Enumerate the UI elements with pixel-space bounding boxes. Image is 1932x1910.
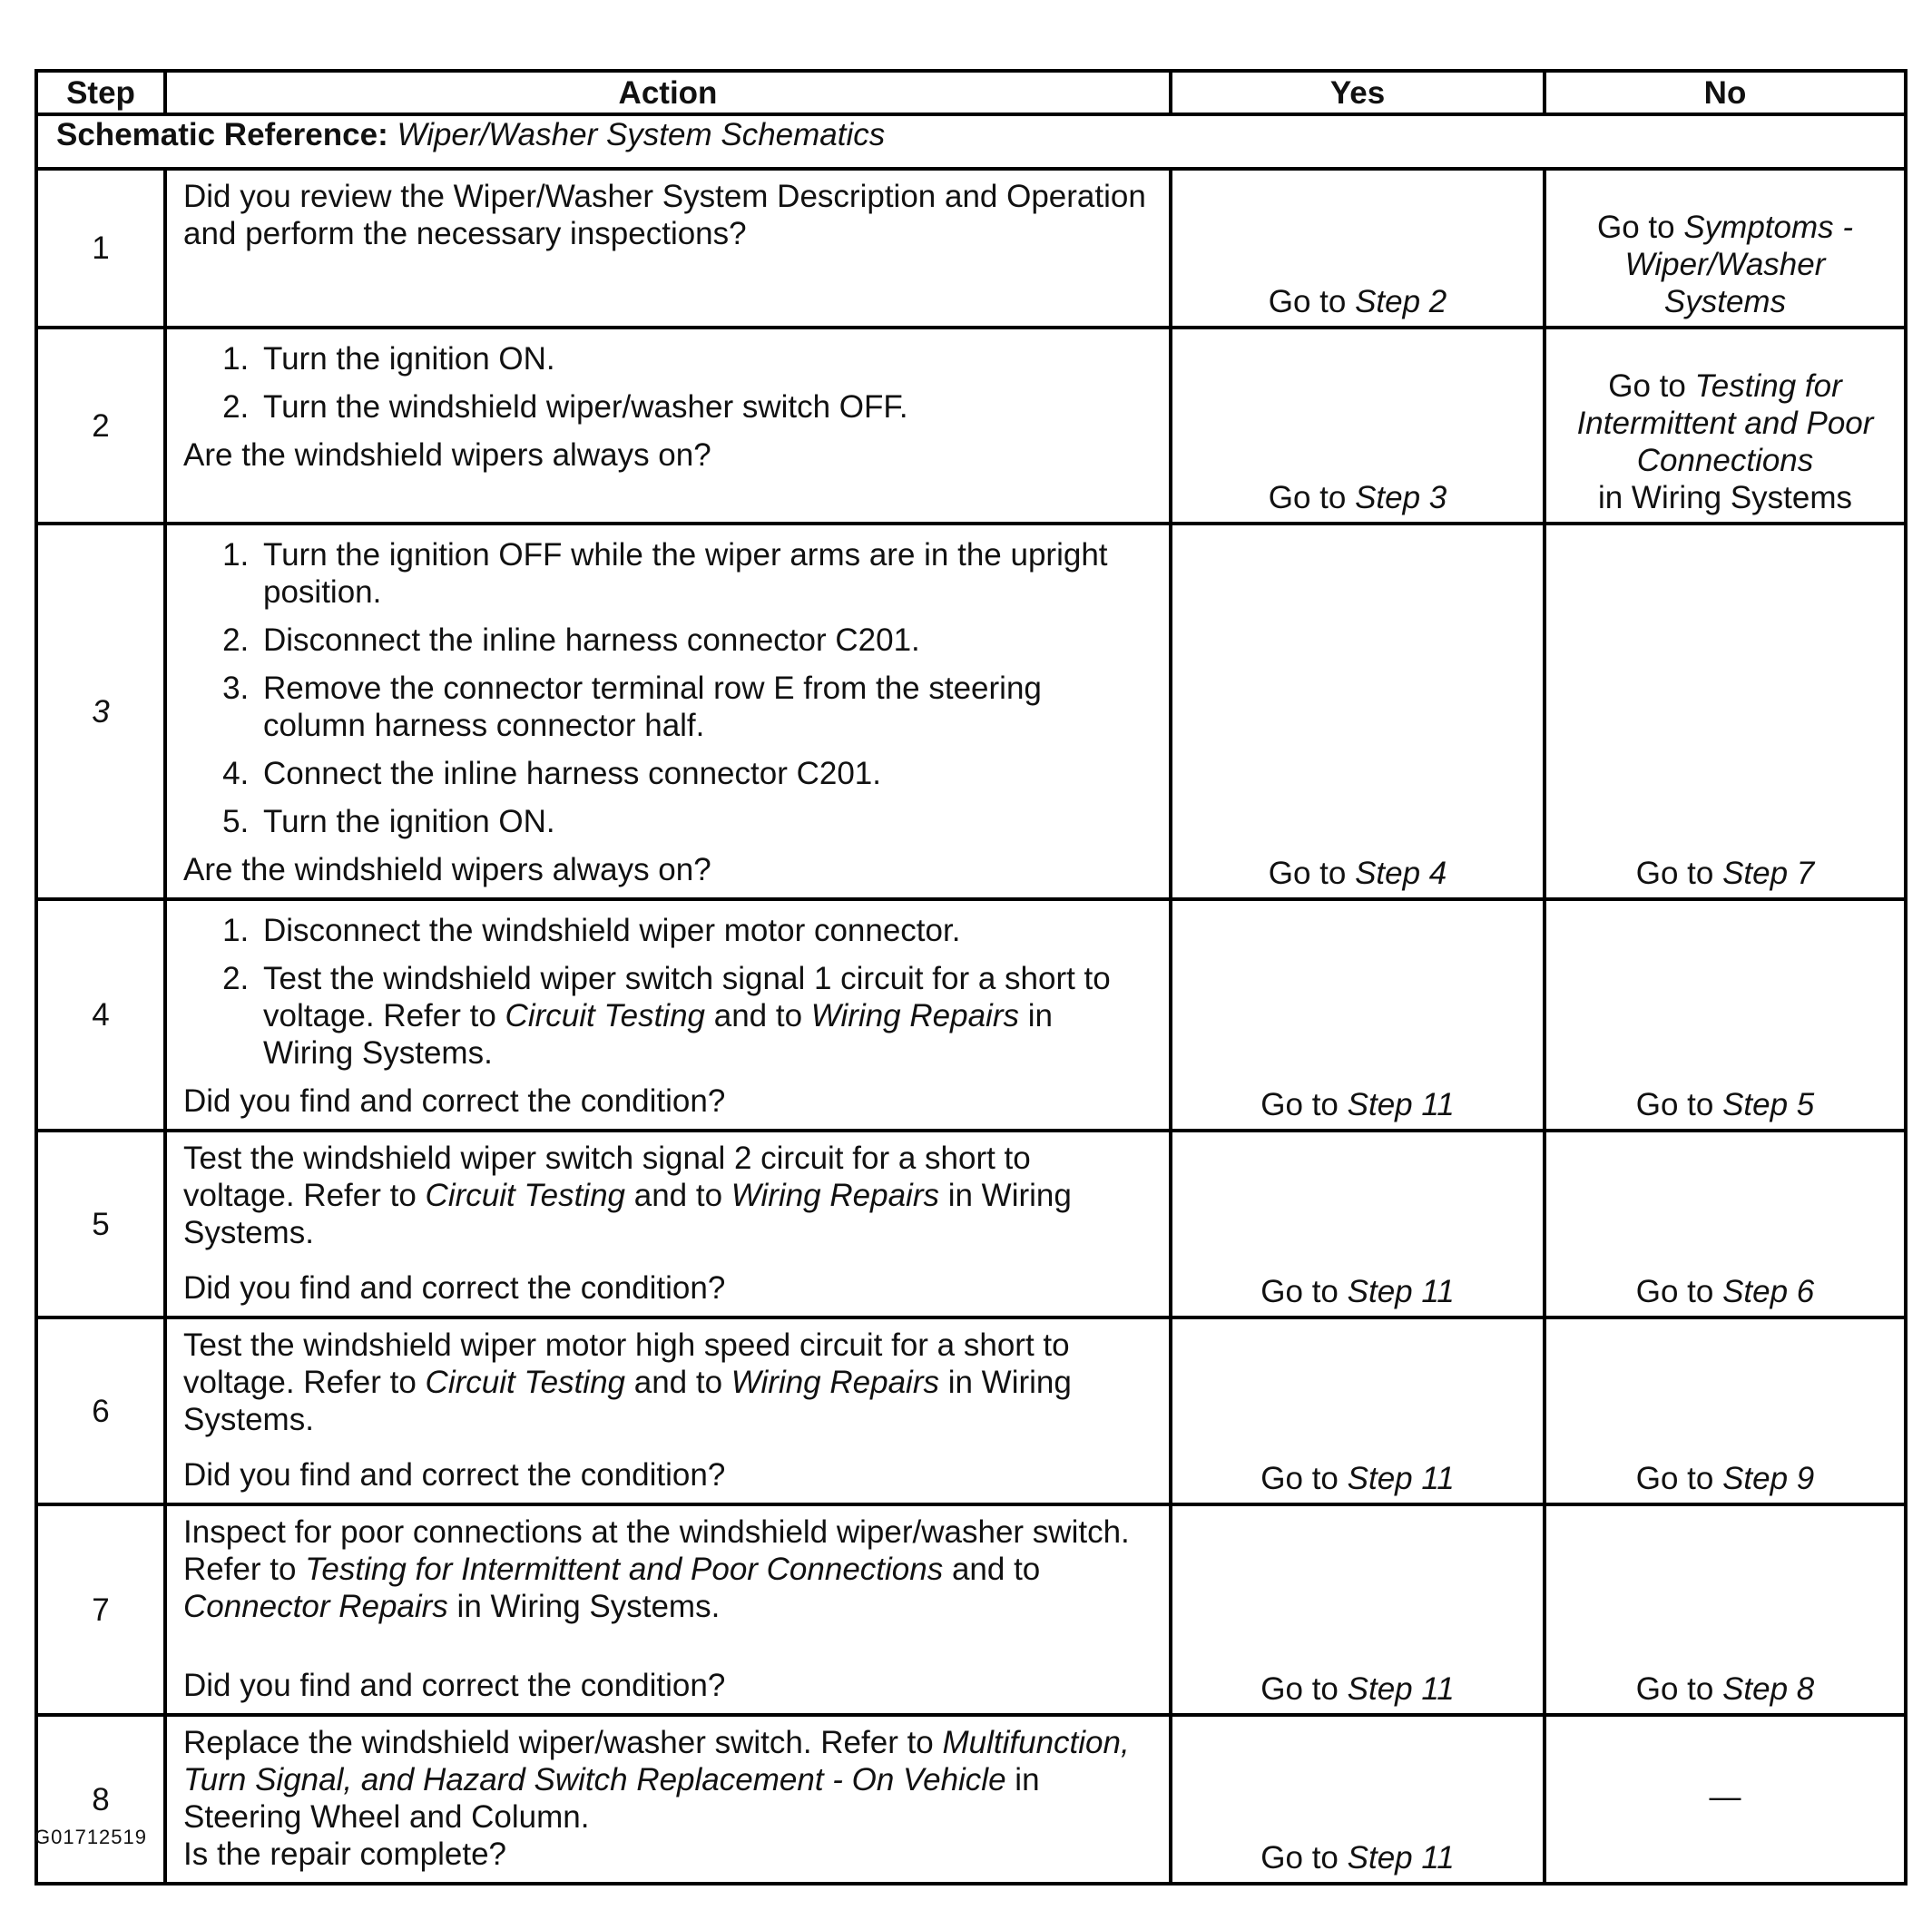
yes-cell: Go to Step 4 xyxy=(1171,524,1545,899)
table-row xyxy=(36,1131,1906,1317)
schematic-reference-label: Schematic Reference: xyxy=(56,117,388,152)
reference-link[interactable]: Circuit Testing xyxy=(425,1178,626,1213)
step-number: 3 xyxy=(36,524,165,899)
no-cell: Go to Step 9 xyxy=(1545,1317,1906,1504)
goto-link[interactable]: Testing for Intermittent and Poor Connections xyxy=(1576,368,1874,478)
action-question: Are the windshield wipers always on? xyxy=(183,852,711,887)
table-row xyxy=(36,1504,1906,1715)
action-cell xyxy=(165,899,1171,1131)
yes-cell: Go to Step 11 xyxy=(1171,1715,1545,1884)
goto-link[interactable]: Step 11 xyxy=(1347,1840,1455,1876)
header-row xyxy=(36,71,1906,114)
header-action: Action xyxy=(165,71,1171,114)
table-row xyxy=(36,169,1906,328)
action-question: Is the repair complete? xyxy=(183,1837,507,1872)
goto-link[interactable]: Step 3 xyxy=(1355,480,1447,515)
step-number: 6 xyxy=(36,1317,165,1504)
figure-id: G01712519 xyxy=(34,1826,147,1848)
action-question: Did you find and correct the condition? xyxy=(183,1668,726,1703)
diagnostic-table xyxy=(34,69,1907,1886)
action-steps xyxy=(183,912,1151,1072)
action-cell xyxy=(165,169,1171,328)
goto-link[interactable]: Step 11 xyxy=(1347,1274,1455,1309)
header-yes: Yes xyxy=(1171,71,1545,114)
yes-cell: Go to Step 11 xyxy=(1171,899,1545,1131)
table-row xyxy=(36,899,1906,1131)
goto-link[interactable]: Symptoms - Wiper/Washer Systems xyxy=(1624,210,1854,319)
yes-cell: Go to Step 3 xyxy=(1171,328,1545,524)
no-cell: Go to Step 6 xyxy=(1545,1131,1906,1317)
step-number: 8 xyxy=(36,1715,165,1884)
action-question: Did you find and correct the condition? xyxy=(183,1083,726,1119)
list-item: 2. Test the windshield wiper switch signal 1 circuit for a short to voltage. Refer to Circuit Testing and to Wiring Repairs in Wiring Systems. xyxy=(258,960,1151,1072)
reference-link[interactable]: Wiring Repairs xyxy=(810,998,1019,1033)
reference-link[interactable]: Wiring Repairs xyxy=(731,1365,939,1400)
step-number: 4 xyxy=(36,899,165,1131)
action-cell: Test the windshield wiper switch signal 2 circuit for a short to voltage. Refer to Circuit Testing and to Wiring Repairs in Wiring Systems. Did you find and correct the condition? xyxy=(165,1131,1171,1317)
list-item: 1. Disconnect the windshield wiper motor connector. xyxy=(258,912,1151,949)
reference-link[interactable]: Multifunction, Turn Signal, and Hazard Switch Replacement - On Vehicle xyxy=(183,1725,1130,1797)
action-question: Did you find and correct the condition? xyxy=(183,1270,726,1306)
reference-link[interactable]: Circuit Testing xyxy=(425,1365,626,1400)
yes-cell: Go to Step 11 xyxy=(1171,1317,1545,1504)
schematic-reference-row xyxy=(36,114,1906,169)
action-cell: Test the windshield wiper motor high speed circuit for a short to voltage. Refer to Circuit Testing and to Wiring Repairs in Wiring Systems. Did you find and correct the condition? xyxy=(165,1317,1171,1504)
goto-link[interactable]: Step 11 xyxy=(1347,1461,1455,1496)
reference-link[interactable]: Wiring Repairs xyxy=(731,1178,939,1213)
goto-link[interactable]: Step 4 xyxy=(1355,856,1447,891)
action-cell xyxy=(165,328,1171,524)
step-number: 2 xyxy=(36,328,165,524)
no-cell xyxy=(1545,1715,1906,1884)
list-item: 5. Turn the ignition ON. xyxy=(258,803,1151,840)
goto-link[interactable]: Step 11 xyxy=(1347,1087,1455,1122)
no-cell: Go to Testing for Intermittent and Poor Connections in Wiring Systems xyxy=(1545,328,1906,524)
schematic-reference xyxy=(36,114,1906,169)
action-question: Did you find and correct the condition? xyxy=(183,1457,726,1493)
action-question: Did you review the Wiper/Washer System Description and Operation and perform the necessary inspections? xyxy=(183,179,1146,251)
goto-link[interactable]: Step 11 xyxy=(1347,1671,1455,1707)
list-item: 1. Turn the ignition ON. xyxy=(258,340,1151,377)
reference-link[interactable]: Testing for Intermittent and Poor Connections xyxy=(305,1552,944,1587)
yes-cell: Go to Step 2 xyxy=(1171,169,1545,328)
list-item: 1. Turn the ignition OFF while the wiper arms are in the upright position. xyxy=(258,536,1151,611)
schematic-reference-link[interactable]: Wiper/Washer System Schematics xyxy=(397,117,886,152)
table-row xyxy=(36,524,1906,899)
goto-link[interactable]: Step 7 xyxy=(1722,856,1815,891)
goto-link[interactable]: Step 2 xyxy=(1355,284,1447,319)
step-number: 5 xyxy=(36,1131,165,1317)
header-no: No xyxy=(1545,71,1906,114)
no-cell: Go to Step 8 xyxy=(1545,1504,1906,1715)
no-cell: Go to Symptoms - Wiper/Washer Systems xyxy=(1545,169,1906,328)
list-item: 4. Connect the inline harness connector C201. xyxy=(258,755,1151,792)
not-applicable-dash: — xyxy=(1709,1778,1741,1815)
yes-cell: Go to Step 11 xyxy=(1171,1131,1545,1317)
action-cell xyxy=(165,524,1171,899)
goto-link[interactable]: Step 8 xyxy=(1722,1671,1815,1707)
yes-cell: Go to Step 11 xyxy=(1171,1504,1545,1715)
no-cell: Go to Step 5 xyxy=(1545,899,1906,1131)
action-cell: Replace the windshield wiper/washer switch. Refer to Multifunction, Turn Signal, and Hazard Switch Replacement - On Vehicle in Steering Wheel and Column. Is the repair complete? xyxy=(165,1715,1171,1884)
list-item: 2. Disconnect the inline harness connector C201. xyxy=(258,622,1151,659)
table-row xyxy=(36,1317,1906,1504)
step-number: 1 xyxy=(36,169,165,328)
table-row xyxy=(36,1715,1906,1884)
action-steps xyxy=(183,340,1151,426)
goto-link[interactable]: Step 9 xyxy=(1722,1461,1815,1496)
step-number: 7 xyxy=(36,1504,165,1715)
reference-link[interactable]: Circuit Testing xyxy=(505,998,706,1033)
goto-link[interactable]: Step 5 xyxy=(1722,1087,1815,1122)
header-step: Step xyxy=(36,71,165,114)
table-row xyxy=(36,328,1906,524)
no-cell: Go to Step 7 xyxy=(1545,524,1906,899)
list-item: 3. Remove the connector terminal row E from the steering column harness connector half. xyxy=(258,670,1151,744)
list-item: 2. Turn the windshield wiper/washer switch OFF. xyxy=(258,388,1151,426)
action-question: Are the windshield wipers always on? xyxy=(183,437,711,473)
action-steps xyxy=(183,536,1151,840)
goto-link[interactable]: Step 6 xyxy=(1722,1274,1815,1309)
reference-link[interactable]: Connector Repairs xyxy=(183,1589,448,1624)
action-cell: Inspect for poor connections at the windshield wiper/washer switch. Refer to Testing for Intermittent and Poor Connections and to Connector Repairs in Wiring Systems. Did you find and correct the condition? xyxy=(165,1504,1171,1715)
